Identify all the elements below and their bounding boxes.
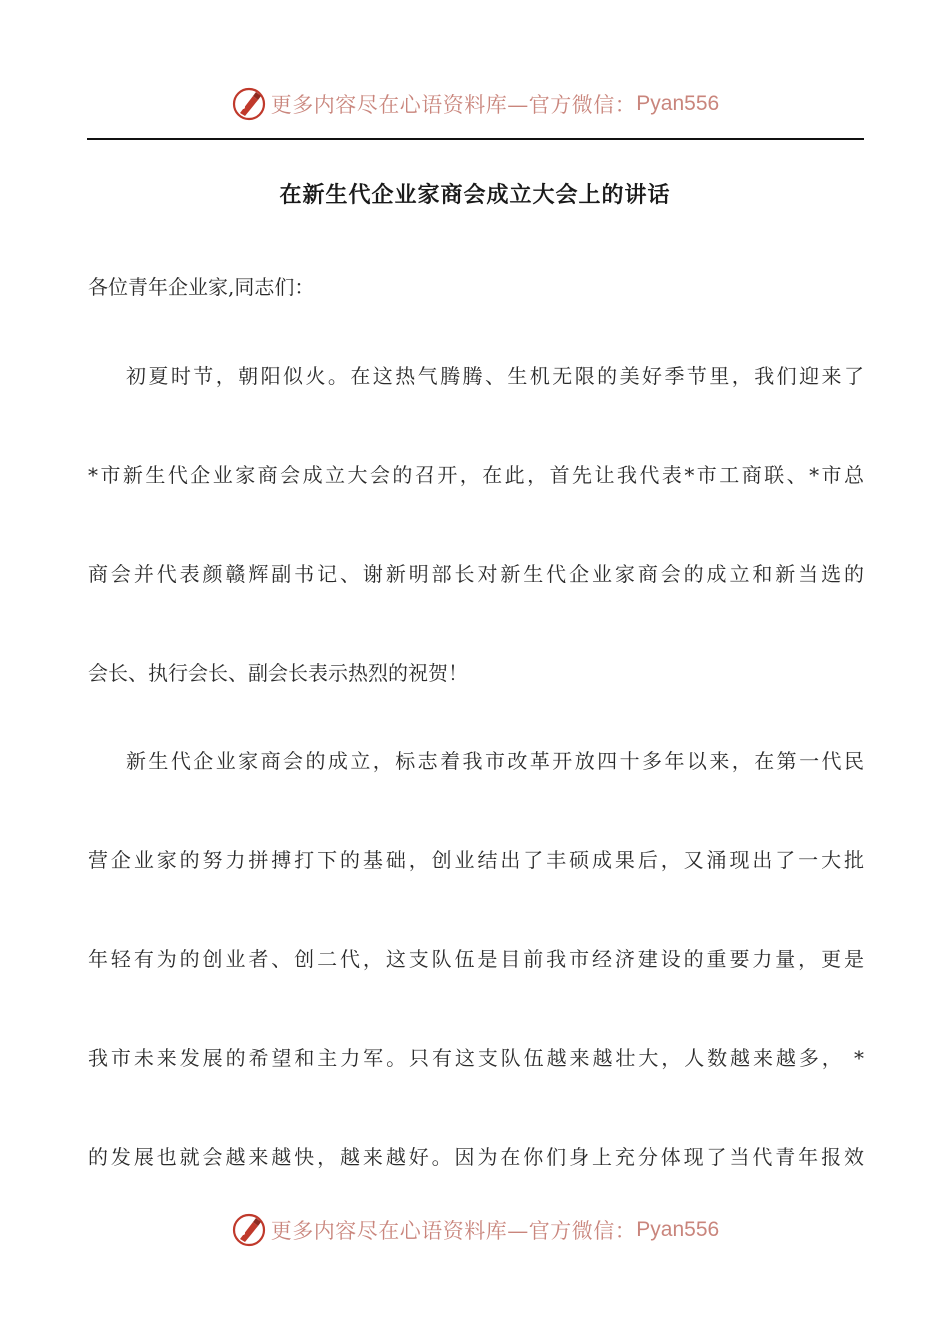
footer-wechat-id: Pyan556	[636, 1218, 720, 1241]
paragraph-line: 新生代企业家商会的成立，标志着我市改革开放四十多年以来，在第一代民	[126, 749, 864, 773]
paragraph-line: 营企业家的努力拼搏打下的基础，创业结出了丰硕成果后，又涌现出了一大批	[88, 848, 864, 872]
paragraph-line: 初夏时节，朝阳似火。在这热气腾腾、生机无限的美好季节里，我们迎来了	[126, 364, 864, 388]
header-wechat-id: Pyan556	[636, 92, 720, 115]
pen-nib-logo-icon	[231, 1212, 267, 1248]
salutation: 各位青年企业家,同志们：	[88, 275, 315, 299]
paragraph-line: 我市未来发展的希望和主力军。只有这支队伍越来越壮大，人数越来越多， *	[88, 1046, 864, 1070]
paragraph-line: 年轻有为的创业者、创二代，这支队伍是目前我市经济建设的重要力量，更是	[88, 947, 864, 971]
header-banner	[0, 82, 950, 126]
footer-banner-text: 更多内容尽在心语资料库—官方微信：	[270, 1219, 637, 1243]
header-divider	[87, 138, 864, 140]
paragraph-line: 的发展也就会越来越快，越来越好。因为在你们身上充分体现了当代青年报效	[88, 1145, 864, 1169]
footer-banner	[0, 1208, 950, 1252]
paragraph-line: 商会并代表颜赣辉副书记、谢新明部长对新生代企业家商会的成立和新当选的	[88, 562, 864, 586]
paragraph-line: *市新生代企业家商会成立大会的召开，在此，首先让我代表*市工商联、*市总	[88, 463, 864, 487]
header-banner-text: 更多内容尽在心语资料库—官方微信：	[270, 93, 637, 117]
paragraph-line: 会长、执行会长、副会长表示热烈的祝贺！	[88, 661, 468, 685]
document-title: 在新生代企业家商会成立大会上的讲话	[279, 183, 671, 208]
pen-nib-logo-icon	[231, 86, 267, 122]
